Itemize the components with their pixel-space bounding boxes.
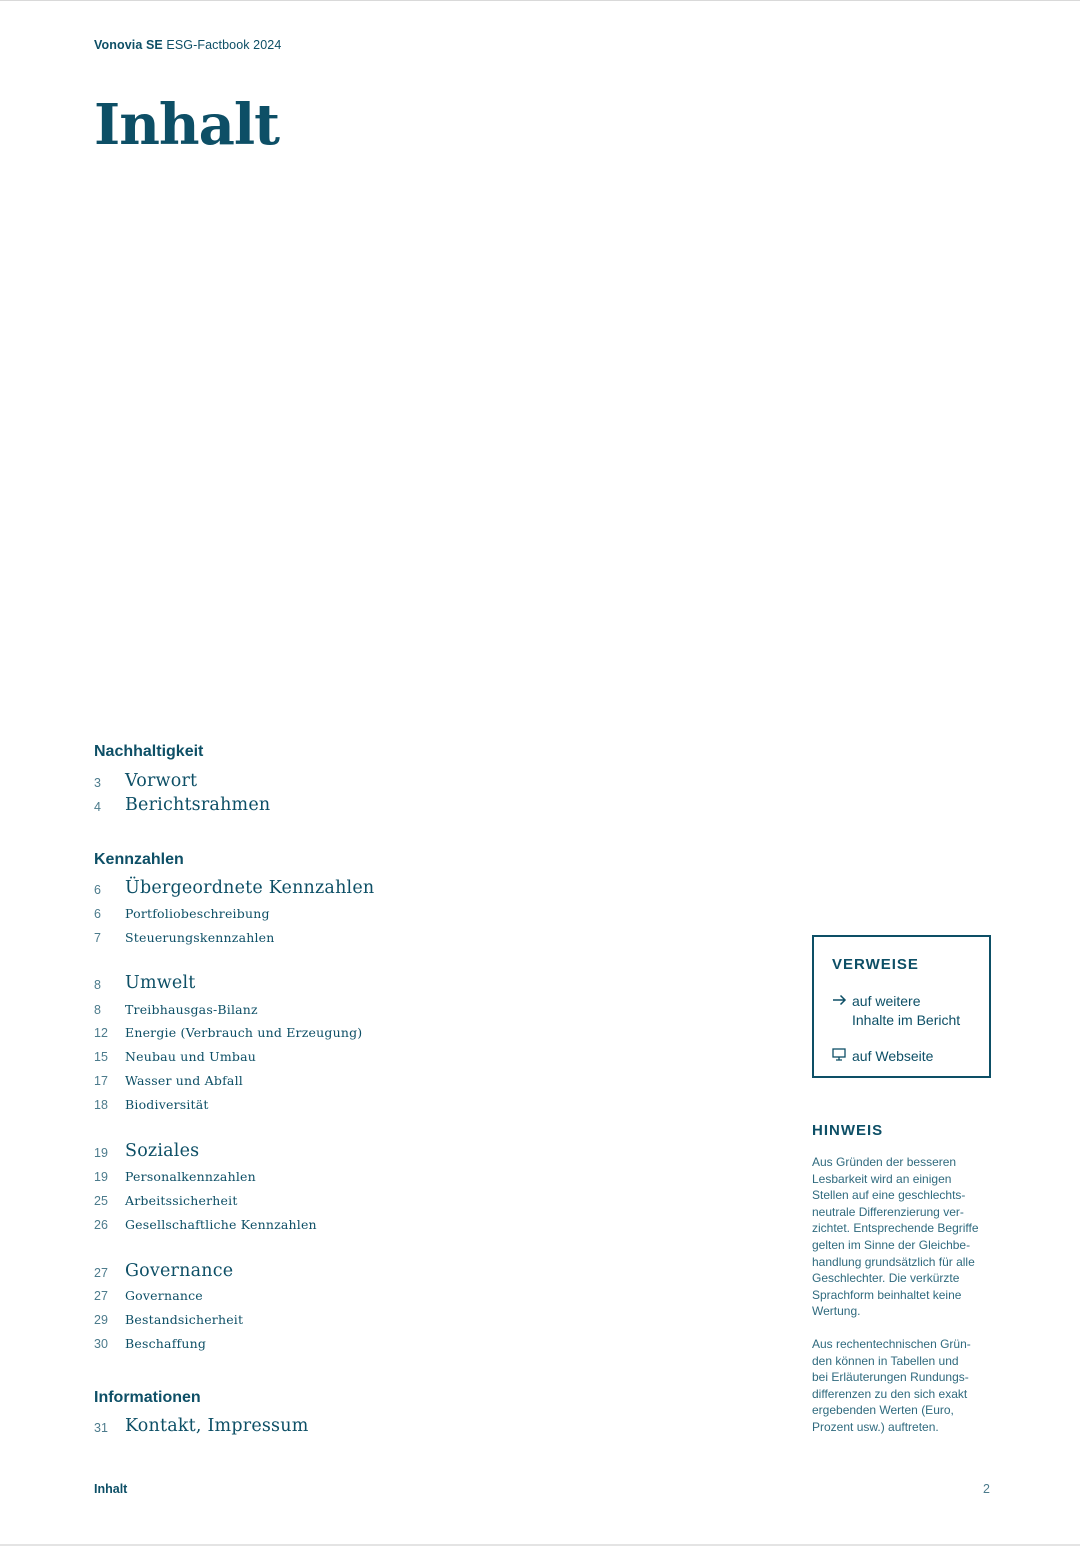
toc-page-number: 7	[94, 931, 101, 945]
toc-entry-label: Wasser und Abfall	[125, 1073, 243, 1088]
toc-page-number: 19	[94, 1146, 108, 1160]
document-header	[94, 38, 281, 52]
toc-entry-label: Bestandsicherheit	[125, 1312, 244, 1327]
toc-page-number: 8	[94, 978, 101, 992]
note-section	[812, 1122, 997, 1452]
toc-page-number: 19	[94, 1170, 108, 1184]
toc-subentry[interactable]	[94, 1023, 694, 1047]
footer-page-number: 2	[983, 1482, 990, 1496]
toc-entry[interactable]	[94, 1141, 694, 1165]
monitor-icon	[832, 1047, 850, 1066]
toc-section-heading: Kennzahlen	[94, 851, 184, 868]
toc-page-number: 15	[94, 1050, 108, 1064]
toc-entry-label: Arbeitssicherheit	[125, 1193, 238, 1208]
web-reference-text: auf Webseite	[852, 1048, 934, 1064]
toc-entry-label: Vorwort	[125, 771, 198, 791]
references-legend-box	[812, 935, 991, 1078]
toc-page-number: 6	[94, 907, 101, 921]
toc-entry[interactable]	[94, 795, 694, 819]
toc-entry[interactable]	[94, 771, 694, 795]
toc-subentry[interactable]	[94, 1167, 694, 1191]
toc-subentry[interactable]	[94, 1334, 694, 1358]
toc-subentry[interactable]	[94, 1095, 694, 1119]
toc-page-number: 30	[94, 1337, 108, 1351]
toc-page-number: 17	[94, 1074, 108, 1088]
toc-entry[interactable]	[94, 973, 694, 997]
toc-entry-label: Neubau und Umbau	[125, 1049, 257, 1064]
top-border	[0, 0, 1080, 1]
toc-entry[interactable]	[94, 878, 694, 902]
note-title: HINWEIS	[812, 1122, 884, 1139]
note-paragraph: Aus rechentechnischen Grün- den können in Tabellen und bei Erläuterungen Rundungs- differenzen zu den sich exakt ergebenden Werten (Euro, Prozent usw.) auftreten.	[812, 1336, 971, 1434]
toc-page-number: 27	[94, 1266, 108, 1280]
report-reference-text: auf weitere Inhalte im Bericht	[852, 993, 961, 1028]
footer-section-name: Inhalt	[94, 1482, 128, 1496]
toc-entry-label: Governance	[125, 1288, 203, 1303]
toc-subentry[interactable]	[94, 928, 694, 952]
toc-section-heading: Informationen	[94, 1389, 201, 1406]
page-title: Inhalt	[94, 92, 280, 158]
toc-entry[interactable]	[94, 1416, 694, 1440]
arrow-right-icon	[832, 992, 850, 1011]
toc-page-number: 18	[94, 1098, 108, 1112]
toc-entry-label: Umwelt	[125, 973, 196, 993]
toc-subentry[interactable]	[94, 1310, 694, 1334]
toc-entry-label: Biodiversität	[125, 1097, 209, 1112]
toc-page-number: 3	[94, 776, 101, 790]
toc-page-number: 12	[94, 1026, 108, 1040]
toc-page-number: 29	[94, 1313, 108, 1327]
toc-subentry[interactable]	[94, 1000, 694, 1024]
document-name: ESG-Factbook 2024	[166, 38, 282, 52]
note-paragraph: Aus Gründen der besseren Lesbarkeit wird an einigen Stellen auf eine geschlechts- neutrale Differenzierung ver- zichtet. Entsprechende Begriffe gelten im Sinne der Gleichbe- handlung grundsätzlich für alle Geschlechter. Die verkürzte Sprachform beinhaltet keine Wertung.	[812, 1155, 979, 1319]
references-legend-title: VERWEISE	[832, 956, 919, 973]
toc-page-number: 6	[94, 883, 101, 897]
toc-subentry[interactable]	[94, 1047, 694, 1071]
toc-subentry[interactable]	[94, 1071, 694, 1095]
toc-subentry[interactable]	[94, 1191, 694, 1215]
toc-subentry[interactable]	[94, 904, 694, 928]
toc-entry-label: Berichtsrahmen	[125, 795, 271, 815]
toc-subentry[interactable]	[94, 1215, 694, 1239]
toc-entry-label: Übergeordnete Kennzahlen	[125, 878, 375, 898]
toc-entry-label: Personalkennzahlen	[125, 1169, 256, 1184]
toc-entry-label: Beschaffung	[125, 1336, 207, 1351]
toc-entry[interactable]	[94, 1261, 694, 1285]
company-name: Vonovia SE	[94, 38, 163, 52]
toc-entry-label: Soziales	[125, 1141, 200, 1161]
toc-entry-label: Governance	[125, 1261, 234, 1281]
toc-entry-label: Portfoliobeschreibung	[125, 906, 270, 921]
toc-page-number: 25	[94, 1194, 108, 1208]
toc-entry-label: Energie (Verbrauch und Erzeugung)	[125, 1025, 363, 1040]
toc-entry-label: Gesellschaftliche Kennzahlen	[125, 1217, 317, 1232]
toc-page-number: 27	[94, 1289, 108, 1303]
toc-page-number: 26	[94, 1218, 108, 1232]
toc-page-number: 8	[94, 1003, 101, 1017]
toc-subentry[interactable]	[94, 1286, 694, 1310]
toc-section-heading: Nachhaltigkeit	[94, 743, 204, 760]
toc-page-number: 4	[94, 800, 101, 814]
toc-entry-label: Kontakt, Impressum	[125, 1416, 309, 1436]
toc-entry-label: Steuerungskennzahlen	[125, 930, 275, 945]
toc-entry-label: Treibhausgas-Bilanz	[125, 1002, 258, 1017]
toc-page-number: 31	[94, 1421, 108, 1435]
